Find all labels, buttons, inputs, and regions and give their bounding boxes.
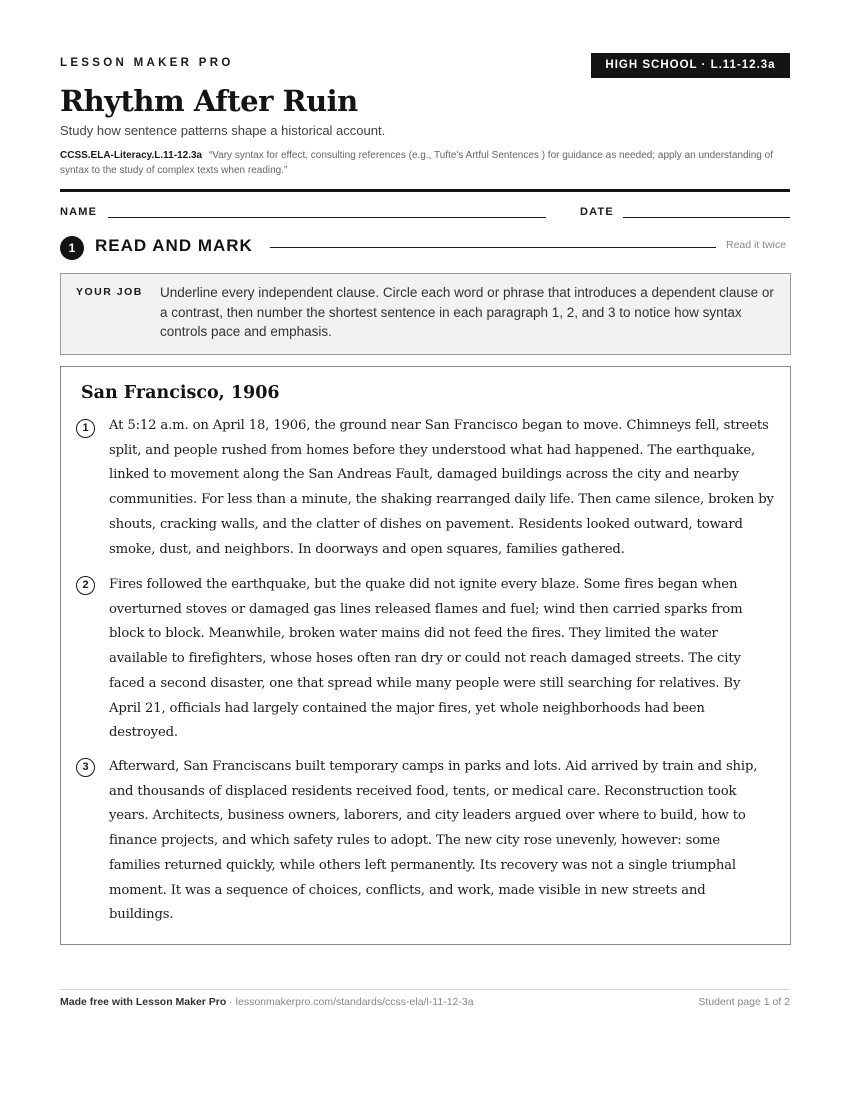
reading-passage: [60, 366, 791, 945]
grade-badge: HIGH SCHOOL · L.11-12.3a: [591, 53, 790, 78]
paragraph-number: 2: [76, 576, 95, 595]
date-field[interactable]: [623, 217, 790, 218]
standard-code: CCSS.ELA-Literacy.L.11-12.3a: [60, 150, 203, 161]
section-divider: [270, 247, 716, 248]
page-title: Rhythm After Ruin: [60, 84, 358, 118]
passage-title: San Francisco, 1906: [81, 383, 280, 403]
paragraph-number: 3: [76, 758, 95, 777]
paragraph-number: 1: [76, 419, 95, 438]
footer-credit: [60, 996, 474, 1008]
footer-url[interactable]: · lessonmakerpro.com/standards/ccss-ela/l-11-12-3a: [226, 996, 474, 1008]
instructions-text: Underline every independent clause. Circle each word or phrase that introduces a dependent clause or a contrast, then number the shortest sentence in each paragraph 1, 2, and 3 to notice how syntax controls pace and emphasis.: [160, 285, 774, 339]
passage-paragraph: At 5:12 a.m. on April 18, 1906, the ground near San Francisco began to move. Chimneys fell, streets split, and people rushed from homes before they understood what had happened. The earthquake, linked to movement along the San Andreas Fault, damaged buildings across the city and nearby communities. For less than a minute, the shaking rearranged daily life. Then came silence, broken by shouts, cracking walls, and the clatter of dishes on pavement. Residents looked outward, toward smoke, dust, and neighbors. In doorways and open squares, families gathered.: [109, 418, 774, 557]
standard-text: “Vary syntax for effect, consulting references (e.g., Tufte's Artful Sentences ) for guidance as needed; apply an understanding of syntax to the study of complex texts when reading.”: [60, 150, 773, 176]
section-note: Read it twice: [726, 239, 787, 251]
brand-name: LESSON MAKER PRO: [60, 57, 234, 69]
date-label: DATE: [580, 206, 614, 218]
page-indicator: Student page 1 of 2: [698, 996, 790, 1008]
footer-divider: [60, 989, 790, 990]
standard-description: [60, 148, 790, 178]
instructions-box: [60, 273, 791, 355]
section-number-badge: 1: [60, 236, 84, 260]
footer-made-with: Made free with Lesson Maker Pro: [60, 996, 227, 1008]
section-title: READ AND MARK: [95, 236, 253, 255]
passage-paragraph: Afterward, San Franciscans built temporary camps in parks and lots. Aid arrived by train and ship, and thousands of displaced residents received food, tents, or medical care. Reconstruction took years. Architects, business owners, laborers, and city leaders argued over where to build, how to finance projects, and which safety rules to adopt. The new city rose unevenly, however: some families returned quickly, while others left permanently. Its recovery was not a single triumphal moment. It was a sequence of choices, conflicts, and work, made visible in new streets and buildings.: [109, 759, 758, 923]
page-subtitle: Study how sentence patterns shape a historical account.: [60, 123, 386, 138]
name-field[interactable]: [108, 217, 546, 218]
name-label: NAME: [60, 206, 98, 218]
header-divider: [60, 189, 790, 192]
instructions-label: YOUR JOB: [76, 286, 143, 298]
passage-paragraph: Fires followed the earthquake, but the quake did not ignite every blaze. Some fires began when overturned stoves or damaged gas lines released flames and fuel; wind then carried sparks from block to block. Meanwhile, broken water mains did not feed the fires. They limited the water available to firefighters, whose hoses often ran dry or could not reach damaged streets. The city faced a second disaster, one that spread while many people were still searching for relatives. By April 21, officials had largely contained the major fires, yet whole neighborhoods had been destroyed.: [109, 577, 743, 741]
